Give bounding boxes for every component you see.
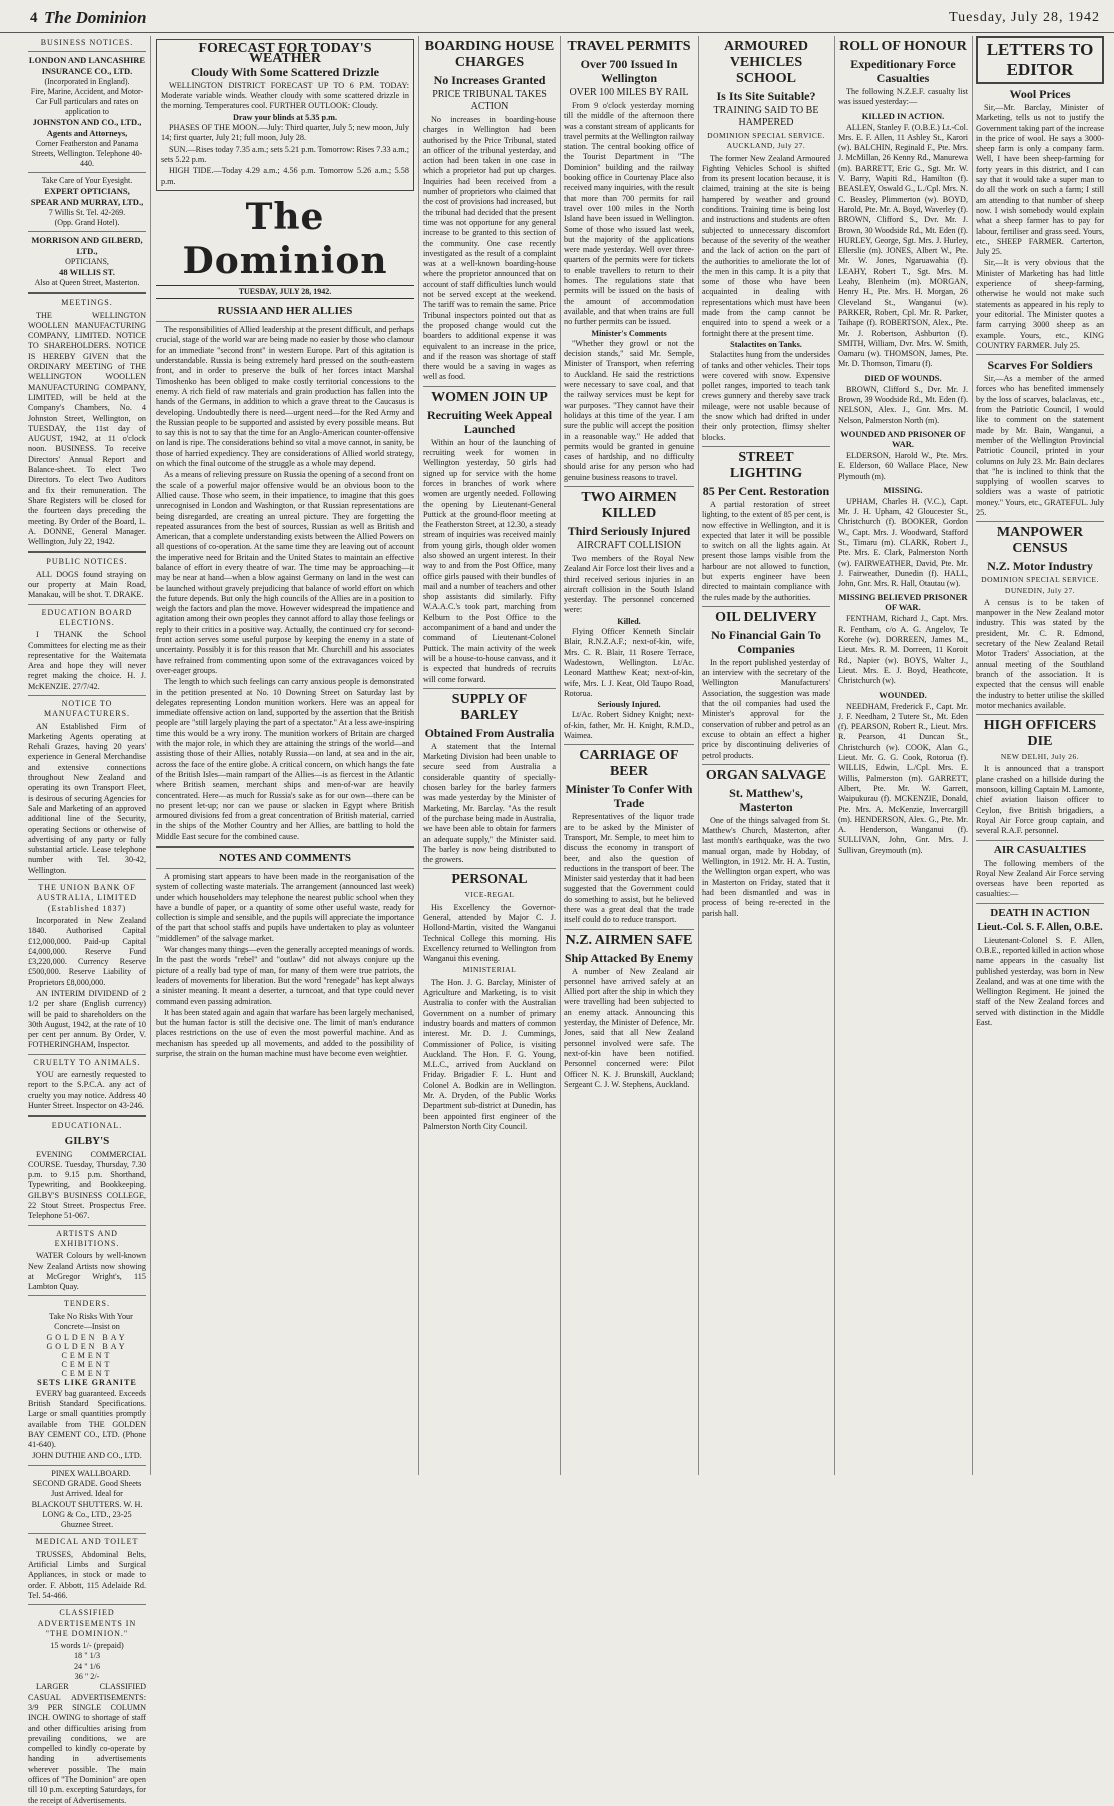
folio-bar <box>0 6 1114 33</box>
gilby-notice: EVENING COMMERCIAL COURSE. Tuesday, Thursday, 7.30 p.m. to 9.15 p.m. Shorthand, Typewriting, and Bookkeeping. GILBY'S BUSINESS COLLEGE, 22 Stout Street. Prospectus Free. Telephone 51-067. <box>28 1149 146 1221</box>
cement-notice: EVERY bag guaranteed. Exceeds British Standard Specifications. Large or small quantities promptly available from THE GOLDEN BAY CEMENT CO., LTD. (Phone 41-640). <box>28 1388 146 1450</box>
cruelty-heading: CRUELTY TO ANIMALS. <box>33 1057 141 1067</box>
armoured-text: The former New Zealand Armoured Fighting Vehicles School is shifted from its present location because, it is claimed, training at the site is being hampered by weather and ground conditions. Training time is being lost and instructions and students are often subjected to unnecessary discomfort because of the severity of the weather and the lack of action on the part of the authorities to ameliorate the lot of the men in this camp. It is a pity that some of those who have been acquainted in dealing with representations which must have been made from the camp cannot be enquired into to spend a week or a fortnight there at the present time. <box>702 153 830 338</box>
optician-ad: Take Care of Your Eyesight. EXPERT OPTICIANS, SPEAR AND MURRAY, LTD., 7 Willis St. Tel. 42-269. (Opp. Grand Hotel). <box>30 176 144 228</box>
wounded-pow-list: ELDERSON, Harold W., Pte. Mrs. E. Elderson, 60 Wallace Place, New Plymouth (m). <box>838 450 968 481</box>
officers-dateline: NEW DELHI, July 26. <box>1000 752 1080 762</box>
bank-heading: THE UNION BANK OF AUSTRALIA, LIMITED (Established 1837) <box>36 883 138 913</box>
street-subheading: 85 Per Cent. Restoration <box>702 483 830 498</box>
column-rule <box>698 36 699 1475</box>
street-heading: STREET LIGHTING <box>729 449 803 481</box>
tenders-notice: Take No Risks With Your Concrete—Insist on <box>49 1311 133 1332</box>
airmen-heading: TWO AIRMEN KILLED <box>581 489 677 521</box>
travel-minister-label: Minister's Comments <box>591 328 667 338</box>
boarding-subheading-2: PRICE TRIBUNAL TAKES ACTION <box>432 89 547 112</box>
roll-heading: ROLL OF HONOUR <box>839 39 967 54</box>
roll-intro: The following N.Z.E.F. casualty list was issued yesterday:— <box>838 87 968 107</box>
column-rule <box>972 36 973 1475</box>
letters-heading: LETTERS TO EDITOR <box>976 36 1104 84</box>
forecast-text: WELLINGTON DISTRICT FORECAST UP TO 6 P.M. TODAY: Moderate variable winds. Weather cloudy with some scattered drizzle in the morning. Temperatures cool. FURTHER OUTLOOK: Cloudy. <box>161 80 409 111</box>
missing-list: UPHAM, Charles H. (V.C.), Capt. Mr. J. H. Upham, 42 Gloucester St., Christchurch (f). BOOKER, Gordon W., Capt. Mrs. J. Woodward, Stafford St., Timaru (m). CLARK, Robert J., Pte. Mrs. E. Clark, Palmerston North (w). FAIRWEATHER, David, Pte. Mr. J. Fairweather, Dunedin (f). HALL, John, Gnr. Mrs. R. Hall, Otautau (w). <box>838 496 968 589</box>
editorial-heading: RUSSIA AND HER ALLIES <box>217 305 353 318</box>
column-travel <box>564 36 694 1475</box>
education-notice: I THANK the School Committees for electing me as their representative for the Waitemata Area and hope they will never regret making the choice. H. J. McKENZIE. 27/7/42. <box>28 630 146 691</box>
manpower-text: A census is to be taken of manpower in the New Zealand motor industry. This was stated by the president, Mr. C. R. Edmond, secretary of the New Zealand Retail Motor Traders' Association, at the annual meeting of the Southland branch of the association. It is expected that the census will enable the industry to better utilise the skilled motor mechanics available. <box>976 597 1104 710</box>
died-list: BROWN, Clifford S., Dvr. Mr. J. Brown, 39 Woodside Rd., Mt. Eden (f). NELSON, Alex. J., Gnr. Mrs. M. Nelson, Palmerston North (m). <box>838 384 968 425</box>
death-subheading: Lieut.-Col. S. F. Allen, O.B.E. <box>977 921 1103 933</box>
paper-name: The Dominion <box>44 8 147 27</box>
scarves-heading: Scarves For Soldiers <box>987 358 1093 373</box>
manufacturers-notice: AN Established Firm of Marketing Agents operating at Rehali Grazes, having 20 years' experience in General Merchandise and extensive connections throughout New Zealand and operating its own Transport Fleet, is desirous of securing Agencies for Sale and Marketing of an approved additional line of the Security, operating Sections or otherwise of advertising of any party or fully substantial article. Lease telephone number with Tel. 30-42, Wellington. <box>28 721 146 875</box>
died-of-wounds-heading: DIED OF WOUNDS. <box>864 372 942 383</box>
oil-subheading: No Financial Gain To Companies <box>711 627 821 656</box>
killed-text: Flying Officer Kenneth Sinclair Blair, R.N.Z.A.F.; next-of-kin, wife, Mrs. C. R. Blair, 11 Rosere Terrace, Wadestown, Wellington. Lt/Ac. Leonard Matthew Keat; next-of-kin, wife, Mrs. I. J. Keat, Old Taupo Road, Rotorua. <box>564 627 694 698</box>
insurance-ad: LONDON AND LANCASHIRE INSURANCE CO., LTD. (Incorporated in England). Fire, Marine, Accident, and Motor-Car Full particulars and rates on application to JOHNSTON AND CO., LTD., Agents and Attorneys, Corner Featherston and Panama Streets, Wellington. Telephone 40-440. <box>28 55 146 169</box>
meeting-notice: THE WELLINGTON WOOLLEN MANUFACTURING COMPANY, LIMITED. NOTICE TO SHAREHOLDERS. NOTICE IS HEREBY GIVEN that the ORDINARY MEETING of THE WELLINGTON WOOLLEN MANUFACTURING COMPANY, LIMITED, will be held at the Company's Chambers, No. 4 Johnston Street, Wellington, on TUESDAY, the 11st day of AUGUST, 1942, at 11 o'clock noon. BUSINESS. To receive Directors' Annual Report and Balance-sheet. To elect Two Directors. To elect Two Auditors and fix their remuneration. The Share Registers will be closed for the fourteen days preceding the meeting. By Order of the Board, L. A. DONNE, General Manager. Wellington, July 22, 1942. <box>28 310 146 547</box>
column-rule <box>834 36 835 1475</box>
notes-paragraph: War changes many things—even the generally accepted meanings of words. In the past the words "rebel" and "outlaw" did not always conjure up the picture of a really bad type of man, for many of them were true patriots, the leaders of movements for liberation. But the word "renegade" has kept always a sinister meaning. It meant a deserter, a turncoat, and that type could never command even passing admiration. <box>156 945 414 1006</box>
personal-heading: PERSONAL <box>451 872 528 888</box>
column-armoured <box>702 36 830 1475</box>
masthead: The Dominion <box>182 195 388 282</box>
column-editorial <box>156 36 414 1475</box>
column-business-notices <box>28 36 146 1805</box>
medical-heading: MEDICAL AND TOILET <box>35 1537 139 1547</box>
morrison-ad: MORRISON AND GILBERD, LTD., OPTICIANS, 48 WILLIS ST. Also at Queen Street, Masterton. <box>31 235 143 288</box>
organ-heading: ORGAN SALVAGE <box>705 767 827 783</box>
classified-notice: LARGER CLASSIFIED CASUAL ADVERTISEMENTS: 3/9 PER SINGLE COLUMN INCH. OWING to shortage of staff and other difficulties arising from prevailing conditions, we are compelled to kindly co-operate by handing in advertisements wherever possible. The main offices of "The Dominion" are open till 10 p.m. excepting Saturdays, for the receipt of Advertisements. <box>28 1682 146 1805</box>
boarding-heading: BOARDING HOUSE CHARGES <box>424 39 555 70</box>
forecast-heading: FORECAST FOR TODAY'S WEATHER <box>198 41 372 67</box>
boarding-subheading: No Increases Granted <box>433 73 546 87</box>
wounded-list: NEEDHAM, Frederick F., Capt. Mr. J. F. Needham, 2 Tutere St., Mt. Eden (f). PEARSON, Robert R., Lieut. Mrs. R. Pearson, 41 Duncan St., Christchurch (w). COOK, Alan G., Lieut. Mr. G. G. Cook, Rotorua (f). WILLIS, Edwin, L./Cpl. Mrs. E. Willis, Palmerston (m). GARRETT, Albert, Pte. Mr. W. Garrett, Waipukurau (f). MCKENZIE, Donald, Pte. Mrs. A. McKenzie, Invercargill (m). HENDERSON, Alex. G., Pte. Mr. A. Henderson, Wanganui (f). SULLIVAN, John, Gnr. Mrs. J. Sullivan, Greymouth (m). <box>838 701 968 855</box>
gilby-heading: GILBY'S <box>64 1134 110 1147</box>
meetings-heading: MEETINGS. <box>61 298 113 308</box>
education-heading: EDUCATION BOARD ELECTIONS. <box>41 607 133 627</box>
wounded-heading: WOUNDED. <box>879 689 927 700</box>
ministerial-label: MINISTERIAL <box>462 965 517 975</box>
folio-date: Tuesday, July 28, 1942 <box>949 10 1100 25</box>
page-number: 4 <box>30 10 38 26</box>
stalactites-label: Stalactites on Tanks. <box>730 339 802 349</box>
masthead-date: TUESDAY, JULY 28, 1942. <box>156 285 414 299</box>
artists-notice: WATER Colours by well-known New Zealand Artists now showing at McGregor Wright's, 115 Lambton Quay. <box>28 1251 146 1292</box>
educational-heading: EDUCATIONAL. <box>51 1121 123 1131</box>
nz-airmen-heading: N.Z. AIRMEN SAFE <box>565 932 693 948</box>
death-heading: DEATH IN ACTION <box>990 906 1090 919</box>
boarding-text: No increases in boarding-house charges in Wellington had been authorised by the Price Tribunal, stated an officer of the tribunal yesterday, and action had been taken in one case in which a proprietor had put up charges. Inquiries had been received from a number of proprietors who claimed that the cost of provisions had increased, but the tribunal had decided that the present time was not opportune for any general increase to be granted to this section of the community. One case recently investigated as the result of a complaint was at a well-known boarding-house where the proprietor announced that on account of staff difficulties lunch would not be served except at the weekend. The tariff was to remain the same. Price Tribunal inspectors pointed out that as the proposed change would cut the boarders to additional expense it was equivalent to an increase in the price, and if the reason was shortage of staff there would be a saving in wages as well as food. <box>423 115 556 382</box>
moon-phases: PHASES OF THE MOON.—July: Third quarter, July 5; new moon, July 14; first quarter, July 21; full moon, July 28. <box>161 123 409 143</box>
column-rule <box>150 36 151 1475</box>
organ-text: One of the things salvaged from St. Matthew's Church, Masterton, after last month's earthquake, was the two manual organ, made by Hobday, of Wellington, in 1912. Mr. H. A. Tustin, the Wellington organ expert, who was in Masterton on Friday, stated that it had been dismantled and was in process of being re-erected in the parish hall. <box>702 815 830 918</box>
manpower-dateline: DOMINION SPECIAL SERVICE. DUNEDIN, July 27. <box>981 575 1099 595</box>
vice-regal-label: VICE-REGAL <box>464 890 515 900</box>
nz-airmen-subheading: Ship Attacked By Enemy <box>564 950 694 965</box>
classified-rates: 15 words 1/- (prepaid) 18 " 1/3 24 " 1/6 36 " 2/- <box>50 1641 124 1682</box>
armoured-subheading: Is Its Site Suitable? <box>716 89 816 103</box>
editorial-paragraph: The responsibilities of Allied leadership at the present difficult, and perhaps crucial, stage of the world war are being made no easier by those who clamour for an immediate "second front" in western Europe. Part of this agitation is understandable. Russia is being extremely hard pressed on the south-eastern front, and in order to preserve the bulk of her forces intact Marshal Timoshenko has been obliged to make costly territorial concessions to the enemy. A rich field of raw materials and grain production has fallen into the hands of the Germans, in addition to which a grave threat to the Caucasus is developing. Undoubtedly there is need—urgent need—for the Red Army and the Russian people to be supported and assisted by every possible means. But to say this is not to say that the time for an Anglo-American counter-offensive on land is ripe. The considerations behind so vital a move cannot, in sanity, be those of harried expediency. They are considerations of Allied world strategy, on which the final outcome of the struggle as a whole may depend. <box>156 325 414 469</box>
travel-subheading-2: OVER 100 MILES BY RAIL <box>569 87 689 98</box>
duthie-ad: JOHN DUTHIE AND CO., LTD. <box>32 1451 142 1461</box>
bank-notice: Incorporated in New Zealand 1840. Authorised Capital £12,000,000. Paid-up Capital £4,000,000. Reserve Fund £3,220,000. Currency Reserve £500,000. Reserve Liability of Proprietors £8,000,000. <box>28 915 146 987</box>
women-subheading: Recruiting Week Appeal Launched <box>426 407 553 436</box>
notes-paragraph: It has been stated again and again that warfare has been largely mechanised, but the human factor is still the decisive one. The limit of man's endurance places restrictions on the use of even the most powerful machine. And as mechanism has speeded up all movements, and added to the possibility of surprise, the strain on the human machine must have become even weightier. <box>156 1007 414 1059</box>
missing-pow-heading: MISSING BELIEVED PRISONER OF WAR. <box>838 592 968 613</box>
travel-text: From 9 o'clock yesterday morning till the middle of the afternoon there was a constant stream of applicants for travel permits at the Wellington railway station. The central booking office of the Tourist Department in "The Dominion" building and the railway booking office in Courtenay Place also received many inquiries, with the result that more than 700 permits for rail travel over 100 miles in the North Island have been issued in Wellington. Some of those who issued last week, but the majority of the applications were made yesterday. Well over three-quarters of the permits were for tickets to enable travellers to return to their homes. The regulations state that permits will be issued on the basis of the amount of accommodation available, and that when trains are full no further permits can be issued. <box>564 101 694 327</box>
seriously-text: Lt/Ac. Robert Sidney Knight; next-of-kin, father, Mr. H. Knight, R.M.D., Waimea. <box>564 710 694 741</box>
classified-heading: CLASSIFIED ADVERTISEMENTS IN "THE DOMINION." <box>37 1608 137 1638</box>
barley-text: A statement that the Internal Marketing Division had been unable to secure seed from Australia a considerable quantity of specially-chosen barley for the barley farmers was made yesterday by the Minister of Marketing, Mr. Barclay. "As the result of the purchase being made in Australia, we have been able to obtain for farmers an adequate supply," the Minister said. The barley is now being distributed to the growers. <box>423 741 556 865</box>
public-notice: ALL DOGS found straying on our property at Main Road, Manakau, will be shot. T. DRAKE. <box>28 569 146 600</box>
travel-subheading: Over 700 Issued In Wellington <box>580 57 678 85</box>
travel-heading: TRAVEL PERMITS <box>567 39 691 54</box>
wool-letter-2: Sir,—It is very obvious that the Minister of Marketing has had little experience of sheep-farming, otherwise he would not make such statements as appeared in his reply to your editorial. The Minister quotes a farm carrying 3000 sheep as an example. Yours, etc., KING COUNTRY FARMER. July 25. <box>976 258 1104 350</box>
oil-text: In the report published yesterday of an interview with the secretary of the Wellington Manufacturers' Association, the suggestion was made that the oil companies had used the Minister's approval for the conservation of rubber and petrol as an excuse to obtain an effect a higher price by discontinuing deliveries of petrol products. <box>702 657 830 760</box>
armoured-subheading-2: TRAINING SAID TO BE HAMPERED <box>713 105 819 128</box>
killed-list: ALLEN, Stanley F. (O.B.E.) Lt.-Col. Mrs. E. F. Allen, 11 Ashley St., Karori (w). BALCHIN, Reginald F., Pte. Mrs. J. McMillan, 26 Kenny Rd., Manurewa (m). BARRETT, Eric G., Sgt. Mr. W. V. Barry, Wapiti Rd., Hamilton (f). BEASLEY, Oswald G., L./Cpl. Mrs. N. C. Beasley, Plimmerton (w). BOYD, Harold, Pte. Mr. A. Boyd, Waverley (f). BROWN, Clifford S., Dvr. Mr. J. Brown, 30 Woodside Rd., Mt. Eden (f). HURLEY, George, Sgt. Mrs. J. Hurley, Ellerslie (m). JONES, Albert W., Pte. Mr. W. Jones, Ngaruawahia (f). LEAHY, Robert T., Sgt. Mrs. M. Leahy, Blenheim (m). MORGAN, Henry H., Pte. Mrs. H. Morgan, 26 Cleveland St., Wanganui (w). PARKER, Robert, Cpl. Mr. R. Parker, Taihape (f). ROBERTSON, Alex., Pte. Mr. J. Robertson, Ashburton (f). SMITH, William, Dvr. Mrs. W. Smith, Oamaru (w). THOMSON, James, Pte. Mr. D. Thomson, Timaru (f). <box>838 122 968 369</box>
airmen-subheading-2: AIRCRAFT COLLISION <box>576 539 682 551</box>
scarves-letter: Sir,—As a member of the armed forces who has benefited immensely by the loss of scarves, balaclavas, etc., from the Patriotic Council, I would like to comment on the statement made by Mr. Bain, Wanganui, a member of the Wellington Provincial Patriotic Council, printed in your columns on July 23. Mr. Bain declares that "he is inclined to think that the supplying of woollen scarves to soldiers was a waste of patriotic money." Yours, etc., GRATEFUL. July 25. <box>976 374 1104 517</box>
manpower-subheading: N.Z. Motor Industry <box>987 559 1093 574</box>
missing-pow-list: FENTHAM, Richard J., Capt. Mrs. R. Fentham, c/o A. G. Angelov, Te Korehe (w). DORREEN, James M., Lieut. Mrs. R. M. Dorreen, 11 Koroit Rd., Napier (w). BOYS, Walter J., Lieut. Mrs. E. J. Boyd, Heathcote, Christchurch (w). <box>838 614 968 686</box>
roll-subheading: Expeditionary Force Casualties <box>850 57 956 85</box>
cruelty-notice: YOU are earnestly requested to report to the S.P.C.A. any act of cruelty you may notice. Address 40 Hunter Street. Inspector on 43-246. <box>28 1070 146 1110</box>
wounded-pow-heading: WOUNDED AND PRISONER OF WAR. <box>840 428 966 449</box>
forecast-subheading: Cloudy With Some Scattered Drizzle <box>191 64 379 79</box>
sun-times: SUN.—Rises today 7.35 a.m.; sets 5.21 p.m. Tomorrow: Rises 7.33 a.m.; sets 5.22 p.m. <box>161 144 409 164</box>
killed-label: Killed. <box>617 616 641 626</box>
beer-heading: CARRIAGE OF BEER <box>579 748 679 780</box>
notes-paragraph: A promising start appears to have been made in the reorganisation of the system of collecting waste materials. The arrangement (announced last week) under which householders may telephone the nearest public school when they have a bundle of paper, or a quantity of some other useful waste, ready for collection is simple and sensible, and the pupils will appreciate the importance of the part that school staffs and pupils have undertaken to play as volunteer "middlemen" of the salvage market. <box>156 872 414 943</box>
tide-times: HIGH TIDE.—Today 4.29 a.m.; 4.56 p.m. Tomorrow 5.26 a.m.; 5.58 p.m. <box>161 166 409 186</box>
editorial-paragraph: The length to which such feelings can carry anxious people is demonstrated in the petition presented at No. 10 Downing Street on Saturday last by delegates representing London munition workers. Here was an appeal for immediate offensive action on land, supported by the assertion that the British people are "still largely playing the part of a spectator." At a less awe-inspiring time this would be a wry irony. The munition workers of Britain are charged with the major role, in which they are attaining the strings of the world—and assisting those of their Allies, notably Russia—on land, at sea and in the air, across the face of the entire globe. A critical concern, on which hangs the fate of the British Isles—main rampart of the Allies—is as fiercest in the Atlantic where British seamen, merchant ships and men-of-war are heavily concentrated. Here—as much for Russia's sake as for our own—there can be no present let-up; nor can we pause or slacken in Egypt where British armoured divisions fed from a great concentration of British material, carried in the ships of the Mother Country and her Allies, are battling to hold the Middle East secure for the combined cause. <box>156 677 414 841</box>
column-letters <box>976 36 1104 1475</box>
manpower-heading: MANPOWER CENSUS <box>996 525 1084 557</box>
women-text: Within an hour of the launching of recruiting week for women in Wellington yesterday, 50 girls had signed up for service with the home forces in branches of work where women are urgently needed. Following the opening by Lieutenant-General Puttick at the ground-floor meeting at the Featherston Street, at 12.30, a steady stream of inquiries was received mainly from young girls, though older women also showed an urgent interest. In their way to and from the Post Office, many office girls paused with their bundles of mail and a number of teachers and other shop assistants did similarly. Fifty W.A.A.C.'s took part, marching from Kelburn to the Post Office to the accompaniment of a band and under the command of Lieutenant-Colonel Puttick. The main activity of the week will be a house-to-house canvass, and it is expected that hundreds of recruits will come forward. <box>423 437 556 684</box>
column-roll-of-honour <box>838 36 968 1475</box>
barley-subheading: Obtained From Australia <box>424 725 555 740</box>
editorial-paragraph: As a means of relieving pressure on Russia the opening of a second front on the scale of a powerful major offensive would be an obvious boon to the Allied cause. Those who seem, in their impatience, to imagine that this goes unrecognised in London and Washington, or that Russian representations are being disregarded, are creating an unreal picture. They are forgetting the repeated assurances from the best of sources, Russian as well as British and American, that a complete understanding exists between the Allied Powers on all questions of co-operation. At the same time they are leaving out of account the imperative need for Britain and the United States to maintain an effective balance of effort in every theatre of war. The time may be approaching—it may be near at hand—when a blow against Germany on land in the west can be launched without gravely prejudicing that balance of world effort on which the future depends. But only the high councils of the Allies are in a position to weigh the factors and plan the move. However widespread the impatience and agitation among their own peoples they cannot afford to allay those feelings or reply to their critics in a positive way. Actually, the continued cry for second-front action serves some useful purpose by keeping the enemy in a state of uncertainty. Possibly it is for this reason that Mr. Churchill and his associates have refrained from commenting upon some of the extravagances voiced by over-eager groups. <box>156 470 414 675</box>
death-text: Lieutenant-Colonel S. F. Allen, O.B.E., reported killed in action whose name appears in the casualty list published yesterday, was born in New Zealand, and was at one time with the Wellington Regiment. He joined the staff of the New Zealand forces and served with distinction in the Middle East. <box>976 935 1105 1028</box>
pinex-ad: PINEX WALLBOARD. SECOND GRADE. Good Sheets Just Arrived. Ideal for BLACKOUT SHUTTERS. W. H. LONG & Co., LTD., 23-25 Ghuznee Street. <box>31 1468 143 1530</box>
beer-text: Representatives of the liquor trade are to be asked by the Minister of Transport, Mr. Semple, to meet him to discuss the economy in transport of beer, and also the question of reductions in the transport of beer. The Minister said yesterday that it had been suggested that the Government could do something to assist, but he believed there was a great deal that the trade itself could do to reduce transport. <box>564 812 694 925</box>
personal-text: His Excellency the Governor-General, attended by Major C. J. Hollond-Martin, visited the Wanganui Technical College this morning. His Excellency returned to Wellington from Wanganui this evening. <box>423 902 556 964</box>
notes-heading: NOTES AND COMMENTS <box>218 852 352 864</box>
dividend-notice: AN INTERIM DIVIDEND of 2 1/2 per share (English currency) will be paid to shareholders on the 30th August, 1942, at the rate of 10 per cent per annum. By Order, V. FOTHERINGHAM, Inspector. <box>28 989 146 1050</box>
wool-letter: Sir,—Mr. Barclay, Minister of Marketing, tells us not to justify the Government taking part of the increase in the price of wool. He says a 3000-sheep farm is only a company farm. Well, I have been sheep-farming for forty years in this district, and I can say that it would take a super man to do all the work on such a farm; I still am attending to that number of sheep now. I wish somebody would explain what a sheep farmer has to pay for labour, fertiliser and grass seed. Yours, etc., SHEEP FARMER. Carterton, July 25. <box>976 103 1104 257</box>
armoured-dateline: DOMINION SPECIAL SERVICE. AUCKLAND, July 27. <box>707 131 825 151</box>
armoured-heading: ARMOURED VEHICLES SCHOOL <box>724 39 808 86</box>
manufacturers-heading: NOTICE TO MANUFACTURERS. <box>43 698 131 719</box>
artists-heading: ARTISTS AND EXHIBITIONS. <box>54 1228 120 1248</box>
column-rule <box>418 36 419 1475</box>
weather-forecast-box <box>156 39 414 191</box>
beer-subheading: Minister To Confer With Trade <box>565 782 693 811</box>
casualties-heading: AIR CASUALTIES <box>993 843 1087 856</box>
street-text: A partial restoration of street lighting, to the extent of 85 per cent, is now effective in Wellington, and it is expected that later it will be possible to switch on all the lights again. At present those lamps visible from the harbour are not allowed to function, but experts engineer have been directed to maintain compliance with the rules made by the authorities. <box>702 499 830 602</box>
women-heading: WOMEN JOIN UP <box>431 389 548 405</box>
ministerial-text: The Hon. J. G. Barclay, Minister of Agriculture and Marketing, is to visit Australia to confer with the Australian Government on a number of primary industry boards and matters of common interest. Mr. D. J. Cummings, Commissioner of Police, is visiting Auckland. The Hon. F. G. Young, M.L.C., arrived from Auckland on Friday. Brigadier F. L. Hunt and Colonel A. Bodkin are in Wellington. Mr. A. Dryden, of the Public Works Department sub-district at Dunedin, has been appointed first engineer of the Palmerston North City Council. <box>423 977 556 1131</box>
organ-subheading: St. Matthew's, Masterton <box>729 785 803 814</box>
nz-airmen-text: A number of New Zealand air personnel have arrived safely at an Allied port after the ship in which they were travelling had been subjected to an enemy attack. Announcing this yesterday, the Minister of Defence, Mr. Jones, said that all New Zealand personnel involved were safe. The next-of-kin have been notified. Personnel concerned were: Pilot Officer N. K. J. Brunskill, Auckland; Sergeant C. J. W. Stephens, Auckland. <box>564 966 694 1089</box>
section-heading: BUSINESS NOTICES. <box>40 38 134 47</box>
column-boarding <box>423 36 556 1475</box>
airmen-text: Two members of the Royal New Zealand Air Force lost their lives and a third received serious injuries in an aircraft collision in the South Island yesterday. The personnel concerned were: <box>564 553 694 615</box>
sets-like-granite: SETS LIKE GRANITE <box>37 1378 137 1388</box>
oil-heading: OIL DELIVERY <box>715 609 817 625</box>
killed-in-action-heading: KILLED IN ACTION. <box>861 110 945 121</box>
wool-heading: Wool Prices <box>1009 87 1071 101</box>
column-rule <box>560 36 561 1475</box>
seriously-label: Seriously Injured. <box>597 700 661 710</box>
public-notices-heading: PUBLIC NOTICES. <box>46 557 128 567</box>
medical-notice: TRUSSES, Abdominal Belts, Artificial Limbs and Surgical Appliances, in stock or made to order. F. Abbott, 115 Adelaide Rd. Tel. 54-466. <box>28 1549 146 1600</box>
officers-text: It is announced that a transport plane crashed on a hillside during the monsoon, killing Captain M. Lamonte, chief aviation liaison officer to Ceylon, five British brigadiers, a Royal Air Force group captain, and several R.A.F. personnel. <box>976 764 1104 836</box>
missing-heading: MISSING. <box>883 484 923 495</box>
airmen-subheading: Third Seriously Injured <box>567 523 691 538</box>
travel-minister-text: "Whether they growl or not the decision stands," said Mr. Semple, Minister of Transport, when referring to Auckland. He said the restrictions were necessary to save coal, and that the railway services must be kept for war purposes. "They cannot have their holidays at this time of the year. I am sure the public will accept the position in a reasonable way." He added that permits would be granted in genuine cases of hardship, and no difficulty should arise for any person who had genuine business reasons to travel. <box>564 338 694 482</box>
officers-heading: HIGH OFFICERS DIE <box>983 718 1097 750</box>
barley-heading: SUPPLY OF BARLEY <box>451 691 528 723</box>
casualties-text: The following members of the Royal New Zealand Air Force serving overseas have been reported as casualties:— <box>976 858 1104 899</box>
blinds-time: Draw your blinds at 5.35 p.m. <box>232 112 338 122</box>
stalactites-text: Stalactites hung from the undersides of tanks and other vehicles. Their tops were covered with snow. Expensive pollet ranges, imported to teach tank crews gunnery and thereby save track mileage, were not usable because of the snow which had drifted in under their only protection, flimsy shelter blocks. <box>702 350 830 442</box>
tenders-heading: TENDERS. <box>64 1299 110 1309</box>
golden-bay-ad: GOLDEN BAY GOLDEN BAY CEMENT CEMENT CEMENT <box>46 1333 128 1379</box>
